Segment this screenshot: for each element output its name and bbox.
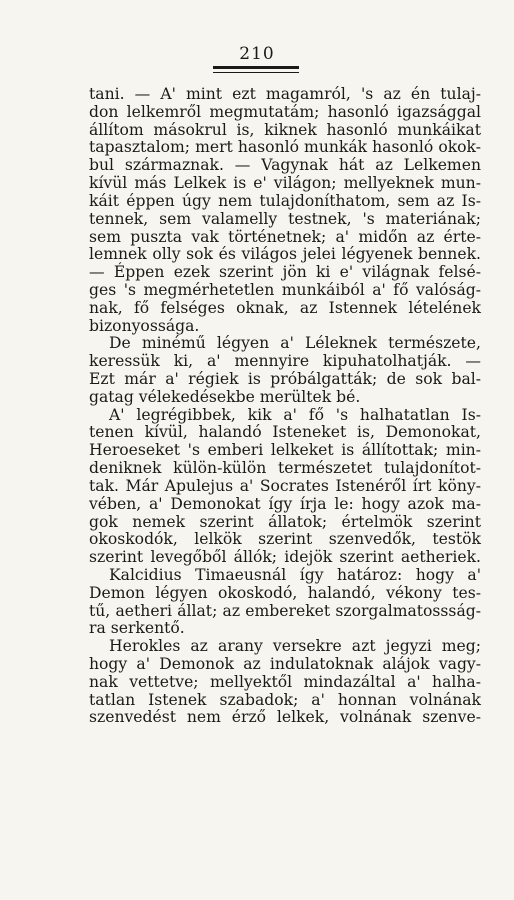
text-line: tenen kívül, halandó Isteneket is, Demonokat,: [89, 423, 481, 442]
header-rule-thick: [213, 66, 299, 69]
text-line: tatlan Istenek szabadok; a' honnan volnának: [89, 690, 481, 709]
text-line: nak vettetve; mellyektől mindazáltal a' halha-: [89, 672, 481, 691]
body-text: [89, 86, 481, 727]
text-line: bizonyossága.: [89, 316, 200, 335]
text-line: Demon légyen okoskodó, halandó, vékony tes-: [89, 583, 481, 602]
text-line: A' legrégibbek, kik a' fő 's halhatatlan Is-: [109, 405, 481, 424]
text-line: sem puszta vak történetnek; a' midőn az érte-: [89, 227, 481, 246]
text-line: Kalcidius Timaeusnál így határoz: hogy a': [109, 565, 481, 584]
text-line: kívül más Lelkek is e' világon; mellyeknek mun-: [89, 174, 481, 193]
text-line: Ezt már a' régiek is próbálgatták; de sok bal-: [89, 370, 481, 388]
text-line: szerint levegőből állók; idejök szerint aetheriek.: [89, 548, 481, 567]
page-number: 210: [239, 44, 275, 64]
text-line: Herokles az arany versekre azt jegyzi meg;: [109, 637, 481, 656]
text-line: ges 's megmérhetetlen munkáiból a' fő valóság-: [89, 280, 481, 299]
text-line: gok nemek szerint állatok; értelmök szerint: [89, 512, 481, 531]
text-line: lemnek olly sok és világos jelei légyenek bennek.: [89, 245, 481, 264]
text-line: tennek, sem valamelly testnek, 's materiának;: [89, 209, 481, 228]
text-line: káit éppen úgy nem tulajdoníthatom, sem az Is-: [89, 191, 481, 210]
text-line: De minémű légyen a' Léleknek természete,: [109, 334, 481, 353]
text-line: don lelkemről megmutatám; hasonló igazsággal: [89, 102, 481, 121]
text-line: nak, fő felséges oknak, az Istennek lételének: [89, 298, 481, 317]
text-line: okoskodók, lelkök szerint szenvedők, testök: [89, 530, 481, 549]
text-line: gatag vélekedésekbe merültek bé.: [89, 387, 361, 406]
text-line: deniknek külön-külön természetet tulajdonítot-: [89, 459, 481, 478]
text-line: tak. Már Apulejus a' Socrates Istenéről írt köny-: [89, 476, 481, 495]
text-line: vében, a' Demonokat így írja le: hogy azok ma-: [89, 494, 481, 513]
text-line: állítom másokrul is, kiknek hasonló munkáikat: [89, 120, 481, 139]
text-line: bul származnak. — Vagynak hát az Lelkemen: [89, 156, 481, 175]
text-line: szenvedést nem érző lelkek, volnának szenve-: [89, 708, 481, 727]
text-line: keressük ki, a' mennyire kipuhatolhatják. —: [89, 352, 481, 371]
header-rule-thin: [213, 72, 299, 73]
text-line: — Éppen ezek szerint jön ki e' világnak felsé-: [89, 263, 481, 282]
text-line: Heroeseket 's emberi lelkeket is állítottak; min-: [89, 441, 481, 460]
text-line: hogy a' Demonok az indulatoknak alájok vagy-: [89, 655, 481, 673]
text-line: tű, aetheri állat; az embereket szorgalmatossság-: [89, 601, 481, 620]
text-line: ra serkentő.: [89, 619, 185, 638]
text-line: tapasztalom; mert hasonló munkák hasonló okok-: [89, 138, 481, 157]
text-line: tani. — A' mint ezt magamról, 's az én tulaj-: [89, 85, 481, 103]
